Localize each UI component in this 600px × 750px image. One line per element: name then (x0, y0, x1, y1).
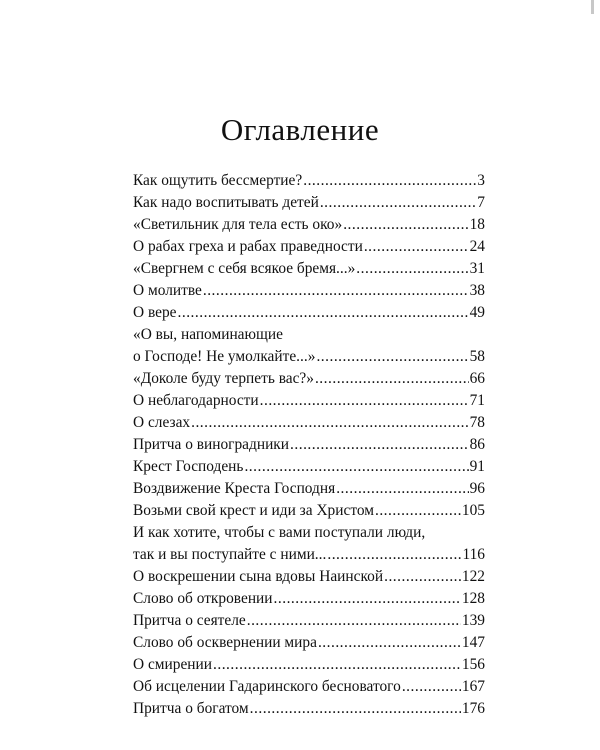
dot-leader (402, 676, 461, 698)
toc-entry-title: О рабах греха и рабах праведности (133, 238, 363, 255)
toc-entry-page: 122 (461, 568, 485, 585)
dot-leader (247, 610, 461, 632)
toc-entry-title: Возьми свой крест и иди за Христом (133, 502, 374, 519)
toc-entry-title-line1: «О вы, напоминающие (133, 326, 283, 343)
toc-entry (133, 610, 485, 632)
toc-entry-title: О слезах (133, 414, 191, 431)
toc-entry (133, 324, 485, 368)
toc-entry (133, 676, 485, 698)
dot-leader (213, 654, 461, 676)
toc-entry-title: Как надо воспитывать детей (133, 194, 319, 211)
toc-entry-title: О молитве (133, 282, 202, 299)
toc-entry-page: 58 (469, 348, 485, 365)
toc-entry (133, 192, 485, 214)
dot-leader (384, 566, 461, 588)
toc-entry (133, 280, 485, 302)
toc-entry-page: 176 (461, 700, 485, 717)
dot-leader (244, 456, 468, 478)
toc-entry-title: о Господе! Не умолкайте...» (133, 348, 316, 365)
toc-entry-title: Притча о виноградники (133, 436, 290, 453)
toc-entry-page: 7 (477, 194, 485, 211)
toc-entry (133, 456, 485, 478)
toc-entry (133, 566, 485, 588)
dot-leader (303, 170, 476, 192)
toc-entry-title: «Светильник для тела есть око» (133, 216, 343, 233)
toc-entry-page: 139 (461, 612, 485, 629)
dot-leader (250, 698, 461, 720)
toc-entry-page: 147 (461, 634, 485, 651)
toc-entry-page: 71 (469, 392, 485, 409)
toc-entry-title: О воскрешении сына вдовы Наинской (133, 568, 384, 585)
toc-entry-page: 86 (469, 436, 485, 453)
toc-entry (133, 412, 485, 434)
dot-leader (178, 302, 469, 324)
toc-entry (133, 368, 485, 390)
toc-entry-page: 91 (469, 458, 485, 475)
dot-leader (375, 500, 461, 522)
toc-entry-page: 78 (469, 414, 485, 431)
dot-leader (364, 236, 469, 258)
toc-entry (133, 302, 485, 324)
toc-entry (133, 632, 485, 654)
toc-entry (133, 170, 485, 192)
toc-entry-title: так и вы поступайте с ними... (133, 546, 327, 563)
toc-entry (133, 588, 485, 610)
toc-entry-title: Слово об откровении (133, 590, 273, 607)
toc-entry-page: 156 (461, 656, 485, 673)
toc-entry-page: 38 (469, 282, 485, 299)
toc-entry-page: 3 (477, 172, 485, 189)
toc-entry-title: «Доколе буду терпеть вас?» (133, 370, 314, 387)
dot-leader (260, 390, 469, 412)
toc-entry (133, 500, 485, 522)
dot-leader (343, 214, 468, 236)
dot-leader (320, 192, 476, 214)
toc-entry-page: 66 (469, 370, 485, 387)
toc-entry-page: 116 (462, 546, 485, 563)
toc-entry (133, 236, 485, 258)
toc-entry-title: О неблагодарности (133, 392, 259, 409)
dot-leader (336, 478, 468, 500)
page-title: Оглавление (220, 112, 380, 147)
toc-entry-page: 24 (469, 238, 485, 255)
toc-entry-title: Притча о сеятеле (133, 612, 246, 629)
dot-leader (274, 588, 461, 610)
dot-leader (356, 258, 468, 280)
toc-entry-page: 49 (469, 304, 485, 321)
toc-entry (133, 522, 485, 566)
toc-entry-title: Притча о богатом (133, 700, 249, 717)
toc-entry-title: Слово об осквернении мира (133, 634, 317, 651)
dot-leader (290, 434, 469, 456)
toc-entry-title: «Свергнем с себя всякое бремя...» (133, 260, 356, 277)
dot-leader (316, 346, 468, 368)
toc-entry-title: Воздвижение Креста Господня (133, 480, 336, 497)
toc-entry (133, 214, 485, 236)
toc-entry (133, 434, 485, 456)
toc-entry (133, 258, 485, 280)
dot-leader (318, 632, 461, 654)
toc-entry-title: Как ощутить бессмертие? (133, 172, 303, 189)
toc-entry (133, 698, 485, 720)
toc-entry-title: Крест Господень (133, 458, 244, 475)
toc-entry-page: 31 (469, 260, 485, 277)
dot-leader (327, 544, 461, 566)
toc-entry-title: О смирении (133, 656, 213, 673)
page-edge-mark (591, 0, 594, 14)
table-of-contents (133, 170, 485, 720)
dot-leader (203, 280, 469, 302)
toc-entry-title: О вере (133, 304, 177, 321)
toc-entry (133, 390, 485, 412)
dot-leader (315, 368, 469, 390)
toc-entry-page: 105 (461, 502, 485, 519)
toc-entry (133, 478, 485, 500)
dot-leader (191, 412, 469, 434)
toc-entry-page: 18 (469, 216, 485, 233)
toc-entry (133, 654, 485, 676)
toc-entry-title-line1: И как хотите, чтобы с вами поступали люди, (133, 524, 426, 541)
toc-entry-page: 96 (469, 480, 485, 497)
toc-entry-title: Об исцелении Гадаринского бесноватого (133, 678, 401, 695)
toc-entry-page: 128 (461, 590, 485, 607)
toc-entry-page: 167 (461, 678, 485, 695)
